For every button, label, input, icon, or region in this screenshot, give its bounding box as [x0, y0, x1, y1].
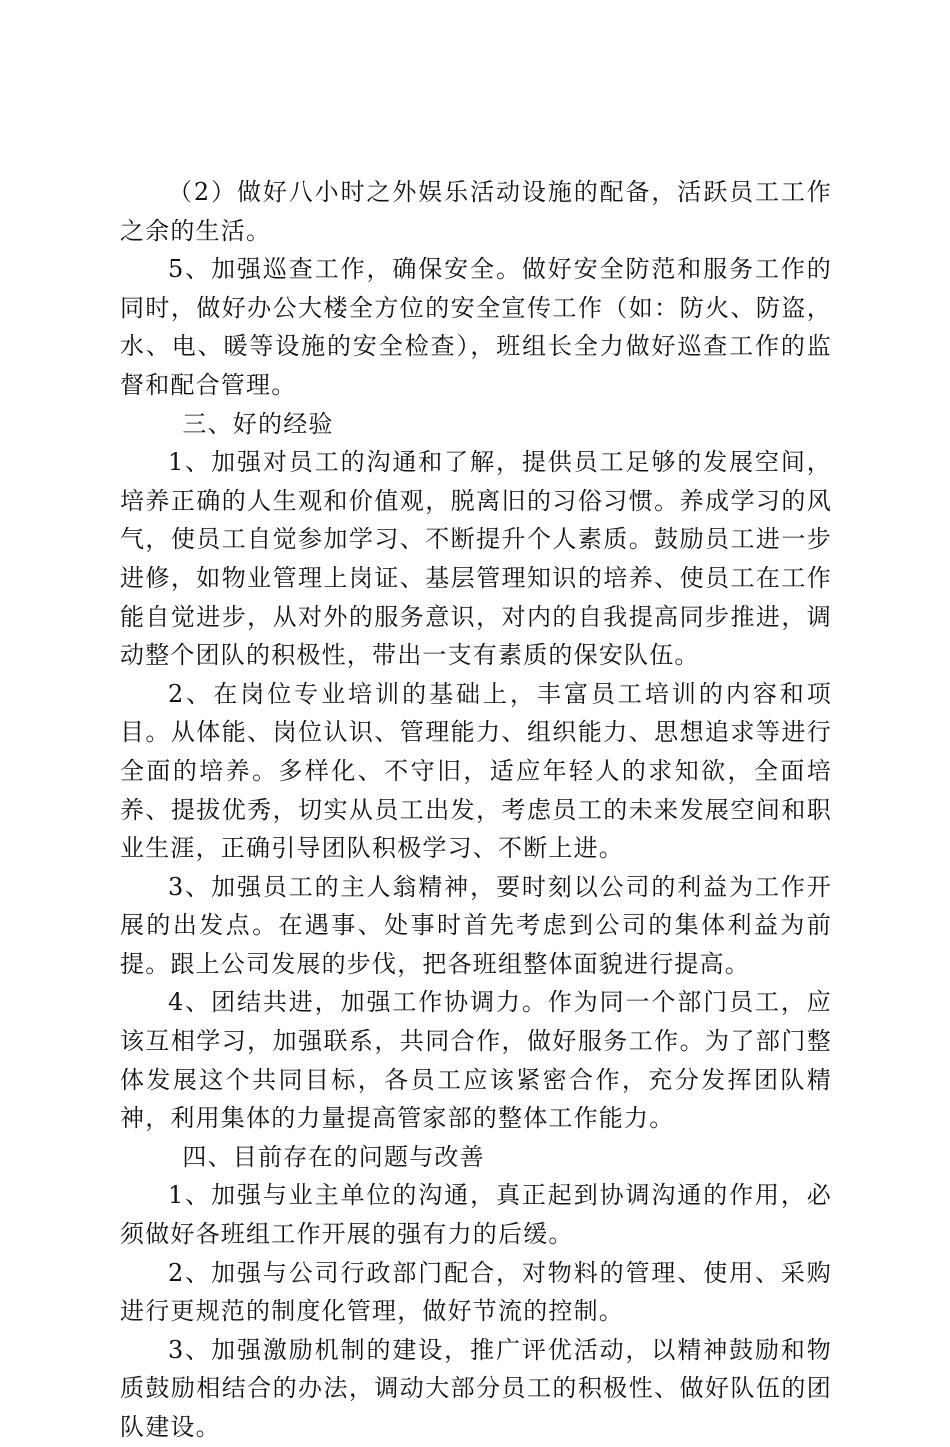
paragraph-improvement-3: 3、加强激励机制的建设，推广评优活动，以精神鼓励和物质鼓励相结合的办法，调动大部分员工的积极性、做好队伍的团队建设。 — [120, 1335, 832, 1441]
paragraph-experience-4: 4、团结共进，加强工作协调力。作为同一个部门员工，应该互相学习，加强联系，共同合作，做好服务工作。为了部门整体发展这个共同目标，各员工应该紧密合作，充分发挥团队精神，利用集体的力量提高管家部的整体工作能力。 — [120, 988, 832, 1133]
paragraph-entertainment-facilities: （2）做好八小时之外娱乐活动设施的配备，活跃员工工作之余的生活。 — [120, 178, 832, 245]
section-heading-problems: 四、目前存在的问题与改善 — [182, 1142, 485, 1171]
paragraph-experience-1: 1、加强对员工的沟通和了解，提供员工足够的发展空间，培养正确的人生观和价值观，脱离旧的习俗习惯。养成学习的风气，使员工自觉参加学习、不断提升个人素质。鼓励员工进一步进修，如物业管理上岗证、基层管理知识的培养、使员工在工作能自觉进步，从对外的服务意识，对内的自我提高同步推进，调动整个团队的积极性，带出一支有素质的保安队伍。 — [120, 448, 832, 670]
section-heading-good-experience: 三、好的经验 — [182, 409, 334, 438]
paragraph-improvement-1: 1、加强与业主单位的沟通，真正起到协调沟通的作用，必须做好各班组工作开展的强有力的后缓。 — [120, 1181, 832, 1249]
paragraph-improvement-2: 2、加强与公司行政部门配合，对物料的管理、使用、采购进行更规范的制度化管理，做好节流的控制。 — [120, 1258, 832, 1326]
document-page — [120, 173, 832, 1447]
paragraph-patrol-work: 5、加强巡查工作，确保安全。做好安全防范和服务工作的同时，做好办公大楼全方位的安全宣传工作（如：防火、防盗，水、电、暖等设施的安全检查），班组长全力做好巡查工作的监督和配合管理。 — [120, 255, 832, 399]
paragraph-experience-2: 2、在岗位专业培训的基础上，丰富员工培训的内容和项目。从体能、岗位认识、管理能力、组织能力、思想追求等进行全面的培养。多样化、不守旧，适应年轻人的求知欲，全面培养、提拔优秀，切实从员工出发，考虑员工的未来发展空间和职业生涯，正确引导团队积极学习、不断上进。 — [120, 679, 832, 863]
paragraph-experience-3: 3、加强员工的主人翁精神，要时刻以公司的利益为工作开展的出发点。在遇事、处事时首先考虑到公司的集体利益为前提。跟上公司发展的步伐，把各班组整体面貌进行提高。 — [120, 872, 832, 978]
